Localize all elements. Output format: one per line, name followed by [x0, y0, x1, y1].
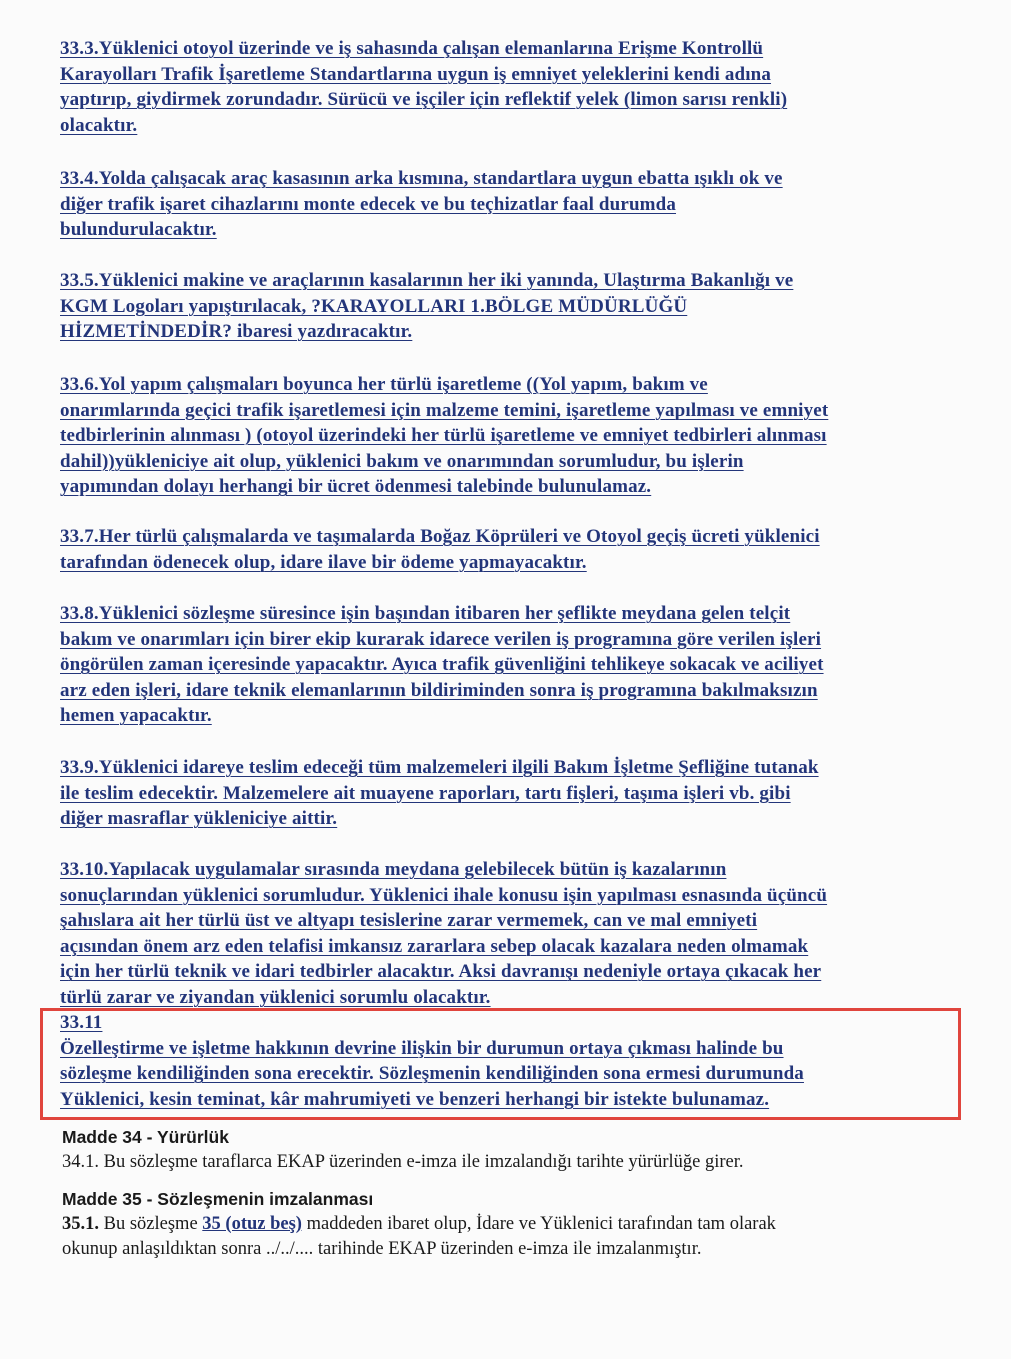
clause-line: Özelleştirme ve işletme hakkının devrine ilişkin bir durumun ortaya çıkması halinde bu [60, 1037, 784, 1059]
clause-line: 33.9.Yüklenici idareye teslim edeceği tüm malzemeleri ilgili Bakım İşletme Şefliğine tutanak [60, 757, 819, 778]
clause-33-5 [60, 268, 965, 345]
clause-line: Karayolları Trafik İşaretleme Standartlarına uygun iş emniyet yeleklerini kendi adına [60, 63, 772, 85]
clause-33-3 [60, 36, 965, 138]
article-35-count: 35 (otuz beş) [202, 1214, 302, 1234]
article-35-text-post: maddeden ibaret olup, İdare ve Yüklenici tarafından tam olarak [301, 1214, 776, 1234]
clause-line: olacaktır. [60, 114, 138, 136]
clause-line: 33.3.Yüklenici otoyol üzerinde ve iş sahasında çalışan elemanlarına Erişme Kontrollü [60, 38, 764, 59]
article-34-heading: Madde 34 - Yürürlük [62, 1127, 229, 1147]
clause-line: şahıslara ait her türlü üst ve altyapı tesislerine zarar vermemek, can ve mal emniyeti [60, 910, 758, 932]
article-35-heading: Madde 35 - Sözleşmenin imzalanması [62, 1189, 374, 1209]
clause-line: bulundurulacaktır. [60, 219, 217, 241]
article-34-text: 34.1. Bu sözleşme taraflarca EKAP üzerinden e-imza ile imzalandığı tarihte yürürlüğe girer. [62, 1152, 744, 1172]
clause-line: 33.10.Yapılacak uygulamalar sırasında meydana gelebilecek bütün iş kazalarının [60, 859, 727, 880]
clause-line: 33.7.Her türlü çalışmalarda ve taşımalarda Boğaz Köprüleri ve Otoyol geçiş ücreti yüklenici [60, 526, 820, 547]
clause-33-9 [60, 755, 965, 832]
article-35-text-pre: Bu sözleşme [99, 1214, 203, 1234]
clause-line: diğer trafik işaret cihazlarını monte edecek ve bu teçhizatlar faal durumda [60, 193, 677, 215]
clause-line: için her türlü teknik ve idari tedbirler alacaktır. Aksi davranışı nedeniyle ortaya çıkacak her [60, 961, 822, 983]
clause-line: türlü zarar ve ziyandan yüklenici sorumlu olacaktır. [60, 986, 491, 1008]
clause-33-8 [60, 601, 965, 729]
article-35-number: 35.1. [62, 1214, 99, 1234]
clause-line: tarafından ödenecek olup, idare ilave bir ödeme yapmayacaktır. [60, 551, 587, 573]
clause-line: Yüklenici, kesin teminat, kâr mahrumiyeti ve benzeri herhangi bir istekte bulunamaz. [60, 1088, 770, 1110]
clause-line: HİZMETİNDEDİR? ibaresi yazdıracaktır. [60, 321, 413, 343]
clause-33-7 [60, 524, 965, 575]
clause-line: 33.8.Yüklenici sözleşme süresince işin başından itibaren her şeflikte meydana gelen telçit [60, 603, 791, 624]
clause-line: 33.6.Yol yapım çalışmaları boyunca her türlü işaretleme ((Yol yapım, bakım ve [60, 374, 708, 395]
clause-line: ile teslim edecektir. Malzemelere ait muayene raporları, tartı fişleri, taşıma işleri vb. gibi [60, 782, 791, 804]
clause-number: 33.11 [60, 1012, 103, 1033]
clause-line: hemen yapacaktır. [60, 705, 212, 727]
clause-line: tedbirlerinin alınması ) (otoyol üzerindeki her türlü işaretleme ve emniyet tedbirleri alınması [60, 425, 827, 447]
clause-line: dahil))yükleniciye ait olup, yüklenici bakım ve onarımından sorumludur, bu işlerin [60, 450, 744, 472]
article-35-line-1 [62, 1212, 776, 1237]
clause-line: açısından önem arz eden telafisi imkansız zararlara sebep olacak kazalara neden olmamak [60, 935, 809, 957]
clause-line: yaptırıp, giydirmek zorundadır. Sürücü ve işçiler için reflektif yelek (limon sarısı renkli) [60, 89, 788, 111]
clause-line: diğer masraflar yükleniciye aittir. [60, 808, 338, 830]
clause-line: yapımından dolayı herhangi bir ücret ödenmesi talebinde bulunulamaz. [60, 476, 652, 498]
article-35-line-2: okunup anlaşıldıktan sonra ../../.... tarihinde EKAP üzerinden e-imza ile imzalanmıştır. [62, 1239, 702, 1259]
clause-33-10 [60, 857, 965, 1011]
clause-line: sonuçlarından yüklenici sorumludur. Yüklenici ihale konusu işin yapılması esnasında üçüncü [60, 884, 828, 906]
clause-line: bakım ve onarımları için birer ekip kurarak idarece verilen iş programına göre verilen işleri [60, 628, 822, 650]
clause-line: 33.4.Yolda çalışacak araç kasasının arka kısmına, standartlara uygun ebatta ışıklı ok ve [60, 168, 783, 189]
clause-line: öngörülen zaman içeresinde yapacaktır. Ayıca trafik güvenliğini tehlikeye sokacak ve aciliyet [60, 654, 824, 676]
clause-line: sözleşme kendiliğinden sona erecektir. Sözleşmenin kendiliğinden sona ermesi durumunda [60, 1063, 804, 1085]
clause-33-6 [60, 372, 965, 500]
clause-line: KGM Logoları yapıştırılacak, ?KARAYOLLARI 1.BÖLGE MÜDÜRLÜĞÜ [60, 295, 688, 317]
clause-33-4 [60, 166, 965, 243]
clause-line: 33.5.Yüklenici makine ve araçlarının kasalarının her iki yanında, Ulaştırma Bakanlığı ve [60, 270, 794, 291]
clause-33-11 [60, 1010, 965, 1112]
clause-line: onarımlarında geçici trafik işaretlemesi için malzeme temini, işaretleme yapılması ve emniyet [60, 399, 829, 421]
clause-line: arz eden işleri, idare teknik elemanlarının bildiriminden sonra iş programına bakılmaksızın [60, 679, 818, 701]
